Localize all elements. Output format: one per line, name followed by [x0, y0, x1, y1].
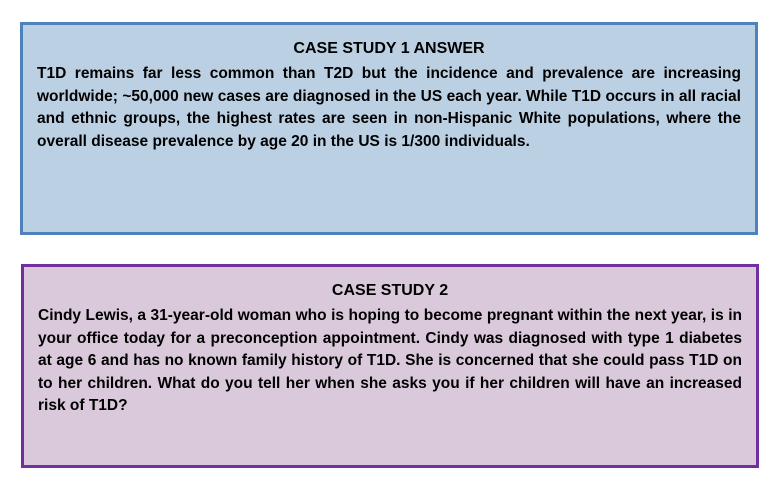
case-study-2-body: Cindy Lewis, a 31-year-old woman who is hoping to become pregnant within the next year, is in your office today for a preconception appointment. Cindy was diagnosed with type 1 diabetes at age 6 and has no known family history of T1D. She is concerned that she could pass T1D on to her children. What do you tell her when she asks you if her children will have an increased risk of T1D?: [38, 307, 742, 414]
case-study-1-answer-box: [20, 22, 758, 235]
case-study-2-title: CASE STUDY 2: [331, 282, 449, 299]
case-study-1-body: T1D remains far less common than T2D but the incidence and prevalence are increasing worldwide; ~50,000 new cases are diagnosed in the US each year. While T1D occurs in all racial and ethnic groups, the highest rates are seen in non-Hispanic White populations, where the overall disease prevalence by age 20 in the US is 1/300 individuals.: [37, 65, 741, 150]
case-study-2-box: [21, 264, 759, 468]
case-study-1-title: CASE STUDY 1 ANSWER: [293, 40, 485, 57]
